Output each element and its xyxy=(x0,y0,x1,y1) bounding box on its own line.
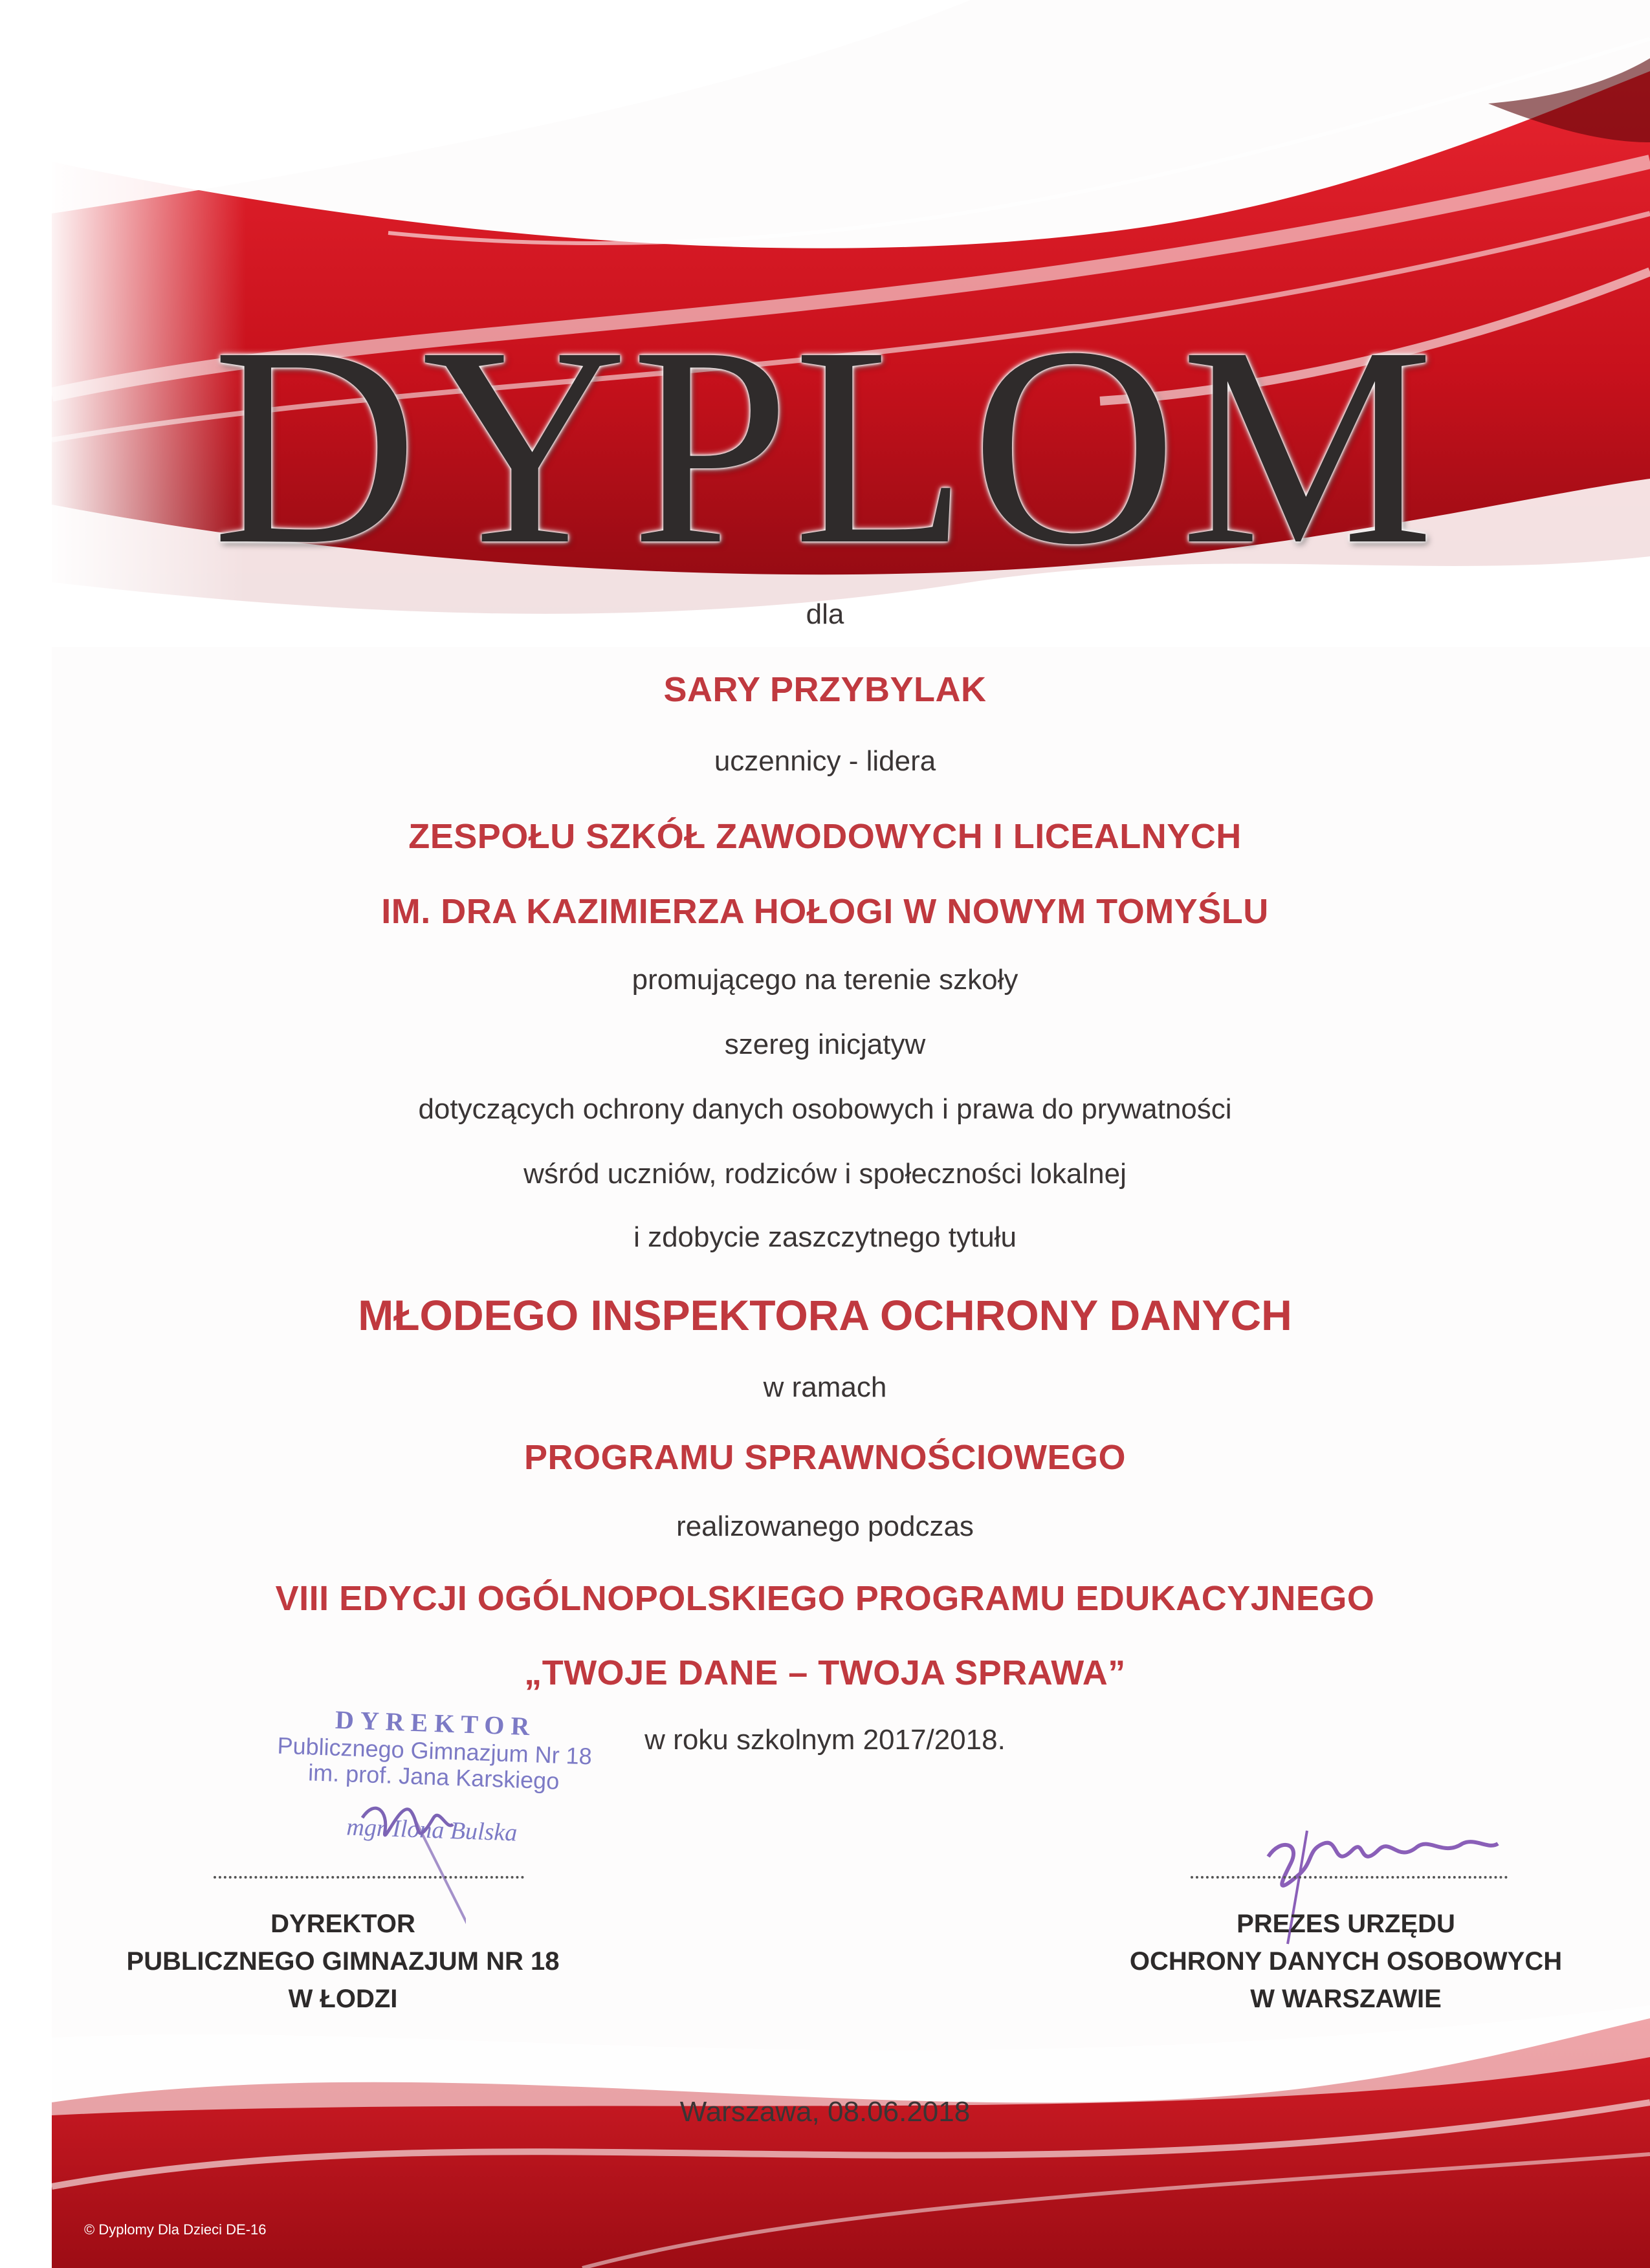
copyright-note: © Dyplomy Dla Dzieci DE-16 xyxy=(84,2221,267,2238)
program-name: „TWOJE DANE – TWOJA SPRAWA” xyxy=(524,1653,1126,1692)
school-year: w roku szkolnym 2017/2018. xyxy=(644,1724,1006,1756)
right-signatory-line-1: PREZES URZĘDU xyxy=(1237,1910,1455,1938)
body-text-1: promującego na terenie szkoły xyxy=(632,964,1018,996)
for-text: dla xyxy=(806,598,844,630)
left-signatory-line-2: PUBLICZNEGO GIMNAZJUM NR 18 xyxy=(126,1947,560,1976)
place-and-date: Warszawa, 08.06.2018 xyxy=(679,2096,971,2128)
school-name-line-1: ZESPOŁU SZKÓŁ ZAWODOWYCH I LICEALNYCH xyxy=(408,817,1242,856)
left-signatory-line-3: W ŁODZI xyxy=(288,1985,398,2013)
program-title: PROGRAMU SPRAWNOŚCIOWEGO xyxy=(523,1438,1127,1477)
right-signature-line xyxy=(1191,1876,1508,1879)
edition-title: VIII EDYCJI OGÓLNOPOLSKIEGO PROGRAMU EDUKACYJNEGO xyxy=(275,1579,1375,1618)
award-title: MŁODEGO INSPEKTORA OCHRONY DANYCH xyxy=(358,1291,1292,1339)
stamp-line-2: im. prof. Jana Karskiego xyxy=(307,1759,560,1794)
diploma-title: DYPLOM xyxy=(212,289,1438,604)
body-text-2: szereg inicjatyw xyxy=(724,1029,926,1060)
right-signatory xyxy=(1100,1905,1592,2018)
right-signatory-line-3: W WARSZAWIE xyxy=(1250,1985,1442,2013)
recipient-name: SARY PRZYBYLAK xyxy=(663,670,987,709)
body-text-7: realizowanego podczas xyxy=(676,1510,974,1542)
right-signatory-line-2: OCHRONY DANYCH OSOBOWYCH xyxy=(1129,1947,1563,1976)
stamp-title: DYREKTOR xyxy=(335,1705,537,1741)
body-text-6: w ramach xyxy=(763,1371,887,1403)
left-signature-line xyxy=(214,1876,524,1879)
left-signatory-line-1: DYREKTOR xyxy=(270,1910,415,1938)
body-text-5: i zdobycie zaszczytnego tytułu xyxy=(633,1221,1017,1253)
school-name-line-2: IM. DRA KAZIMIERZA HOŁOGI W NOWYM TOMYŚLU xyxy=(381,892,1269,931)
stamp-name: mgr Ilona Bulska xyxy=(346,1813,518,1847)
left-signatory xyxy=(116,1905,569,2018)
stamp-line-1: Publicznego Gimnazjum Nr 18 xyxy=(277,1732,593,1770)
body-text-4: wśród uczniów, rodziców i społeczności lokalnej xyxy=(523,1158,1127,1190)
role-text: uczennicy - lidera xyxy=(714,745,936,777)
body-text-3: dotyczących ochrony danych osobowych i prawa do prywatności xyxy=(418,1093,1232,1125)
